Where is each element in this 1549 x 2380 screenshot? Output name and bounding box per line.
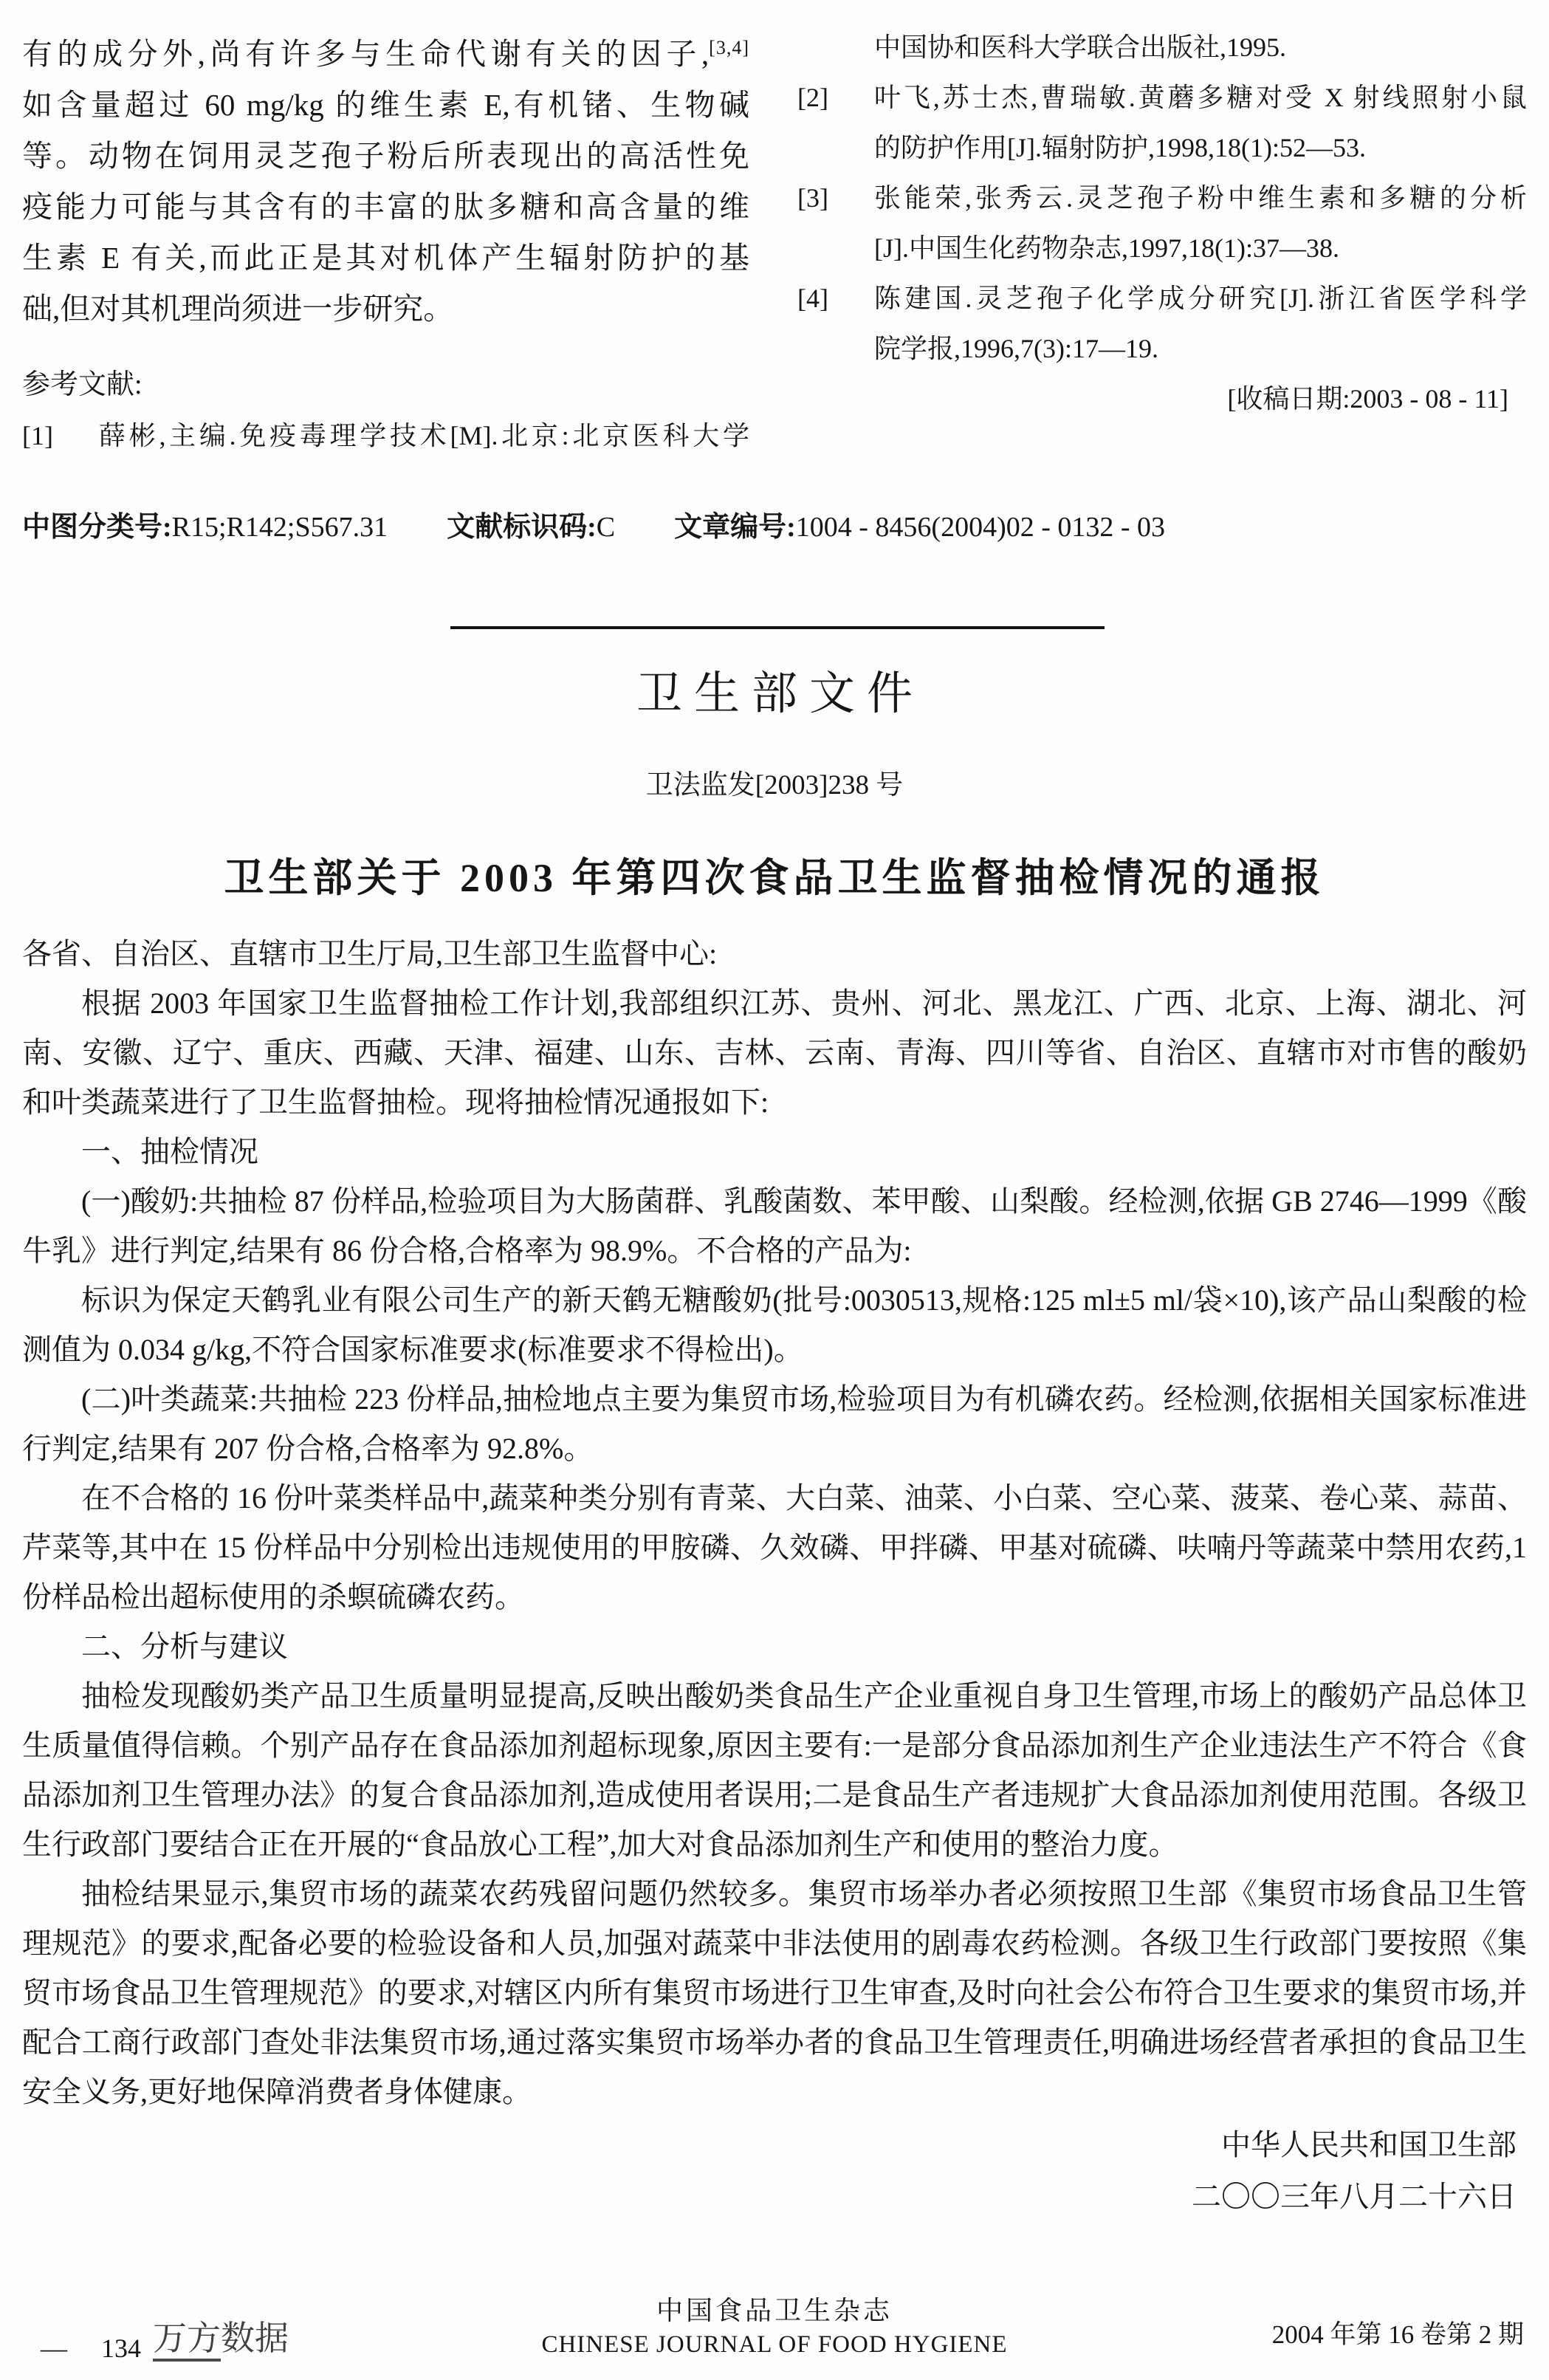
signature-block [22,2119,1527,2223]
reference-number: [4] [797,284,828,313]
section-divider [450,626,1105,629]
reference-item [797,273,1527,374]
journal-title-english: CHINESE JOURNAL OF FOOD HYGIENE [541,2331,1008,2358]
reference-number: [1] [22,421,53,450]
paragraph-line: 如含量超过 60 mg/kg 的维生素 E,有机锗、生物碱 [22,88,749,122]
reference-item [797,173,1527,273]
doc-code-label: 文献标识码: [447,512,597,543]
reference-text [874,273,1527,374]
references-heading: 参考文献: [22,369,142,400]
paragraph-line: 疫能力可能与其含有的丰富的肽多糖和高含量的维 [22,190,749,224]
article-left-column [22,22,749,462]
clc-label: 中图分类号: [22,512,172,543]
signature-issuer: 中华人民共和国卫生部 [1221,2128,1517,2161]
doc-header-title: 卫生部文件 [636,669,924,719]
article-id-label: 文章编号: [674,512,796,543]
reference-line: [J].中国生化药物杂志,1997,18(1):37—38. [874,233,1339,263]
notice-paragraph: 抽检发现酸奶类产品卫生质量明显提高,反映出酸奶类食品生产企业重视自身卫生管理,市场上的酸奶产品总体卫生质量值得信赖。个别产品存在食品添加剂超标现象,原因主要有:一是部分食品添加剂生产企业违法生产不符合《食品添加剂卫生管理办法》的复合食品添加剂,造成使用者误用;二是食品生产者违规扩大食品添加剂使用范围。各级卫生行政部门要结合正在开展的“食品放心工程”,加大对食品添加剂生产和使用的整治力度。 [22,1679,1527,1861]
reference-line: 的防护作用[J].辐射防护,1998,18(1):52—53. [874,133,1366,162]
received-date: [收稿日期:2003 - 08 - 11] [1227,384,1508,414]
wanfang-watermark-part1: 万方 [153,2319,221,2362]
page-footer [0,2288,1549,2369]
notice-section-heading: 二、分析与建议 [81,1630,288,1663]
reference-continuation: 中国协和医科大学联合出版社,1995. [874,32,1287,62]
reference-text [874,173,1527,273]
journal-title-chinese: 中国食品卫生杂志 [656,2296,893,2325]
classification-line [22,508,1527,546]
notice-paragraph: (二)叶类蔬菜:共抽检 223 份样品,抽检地点主要为集贸市场,检验项目为有机磷农药。经检测,依据相关国家标准进行判定,结果有 207 份合格,合格率为 92.8%。 [22,1382,1527,1465]
wanfang-watermark-part2: 数据 [221,2319,289,2357]
page-number-dash: — [41,2333,67,2363]
doc-code-value: C [596,512,616,543]
article-right-column [797,22,1527,424]
page-number: 134 [101,2333,141,2363]
notice-body [22,929,1527,2223]
clc-value: R15;R142;S567.31 [171,512,388,543]
reference-item [22,411,749,462]
reference-number: [3] [797,183,828,213]
footer-issue-info: 2004 年第 16 卷第 2 期 [1271,2320,1524,2349]
reference-line: 叶飞,苏士杰,曹瑞敏.黄蘑多糖对受 X 射线照射小鼠 [874,83,1527,112]
paragraph-line: 生素 E 有关,而此正是其对机体产生辐射防护的基 [22,241,749,275]
notice-paragraph: 在不合格的 16 份叶菜类样品中,蔬菜种类分别有青菜、大白菜、油菜、小白菜、空心菜、菠菜、卷心菜、蒜苗、芹菜等,其中在 15 份样品中分别检出违规使用的甲胺磷、久效磷、甲拌磷、甲基对硫磷、呋喃丹等蔬菜中禁用农药,1 份样品检出超标使用的杀螟硫磷农药。 [22,1481,1527,1613]
article-id-value: 1004 - 8456(2004)02 - 0132 - 03 [795,512,1166,543]
notice-paragraph: 标识为保定天鹤乳业有限公司生产的新天鹤无糖酸奶(批号:0030513,规格:125 ml±5 ml/袋×10),该产品山梨酸的检测值为 0.034 g/kg,不符合国家标准要求(标准要求不得检出)。 [22,1283,1527,1366]
notice-section-heading: 一、抽检情况 [81,1135,258,1168]
reference-number: [2] [797,83,828,112]
reference-line: 院学报,1996,7(3):17—19. [874,334,1158,363]
notice-paragraph: 抽检结果显示,集贸市场的蔬菜农药残留问题仍然较多。集贸市场举办者必须按照卫生部《集贸市场食品卫生管理规范》的要求,配备必要的检验设备和人员,加强对蔬菜中非法使用的剧毒农药检测。各级卫生行政部门要按照《集贸市场食品卫生管理规范》的要求,对辖区内所有集贸市场进行卫生审查,及时向社会公布符合卫生要求的集贸市场,并配合工商行政部门查处非法集贸市场,通过落实集贸市场举办者的食品卫生管理责任,明确进场经营者承担的食品卫生安全义务,更好地保障消费者身体健康。 [22,1877,1527,2108]
reference-text [874,72,1527,173]
signature-date: 二〇〇三年八月二十六日 [1192,2180,1517,2213]
salutation: 各省、自治区、直辖市卫生厅局,卫生部卫生监督中心: [22,937,718,970]
reference-line: 陈建国.灵芝孢子化学成分研究[J].浙江省医学科学 [874,284,1527,313]
article-paragraph [22,22,749,335]
citation-superscript: [3,4] [709,37,749,58]
paragraph-text: 有的成分外,尚有许多与生命代谢有关的因子, [22,37,710,71]
reference-text: 薛彬,主编.免疫毒理学技术[M].北京:北京医科大学 [99,421,749,450]
notice-paragraph: (一)酸奶:共抽检 87 份样品,检验项目为大肠菌群、乳酸菌数、苯甲酸、山梨酸。经检测,依据 GB 2746—​1999《酸牛乳》进行判定,结果有 86 份合格,合格率为 98.9%。不合格的产品为: [22,1184,1527,1267]
paragraph-line: 等。动物在饲用灵芝孢子粉后所表现出的高活性免 [22,139,749,173]
notice-title: 卫生部关于 2003 年第四次食品卫生监督抽检情况的通报 [224,856,1325,900]
notice-paragraph: 根据 2003 年国家卫生监督抽检工作计划,我部组织江苏、贵州、河北、黑龙江、广西、北京、上海、湖北、河南、安徽、辽宁、重庆、西藏、天津、福建、山东、吉林、云南、青海、四川等省、自治区、直辖市对市售的酸奶和叶类蔬菜进行了卫生监督抽检。现将抽检情况通报如下: [22,987,1527,1119]
paragraph-line [22,22,749,80]
doc-number: 卫法监发[2003]238 号 [645,770,904,800]
reference-item [797,72,1527,173]
paragraph-line: 础,但对其机理尚须进一步研究。 [22,292,454,326]
reference-line: 张能荣,张秀云.灵芝孢子粉中维生素和多糖的分析 [874,183,1527,213]
